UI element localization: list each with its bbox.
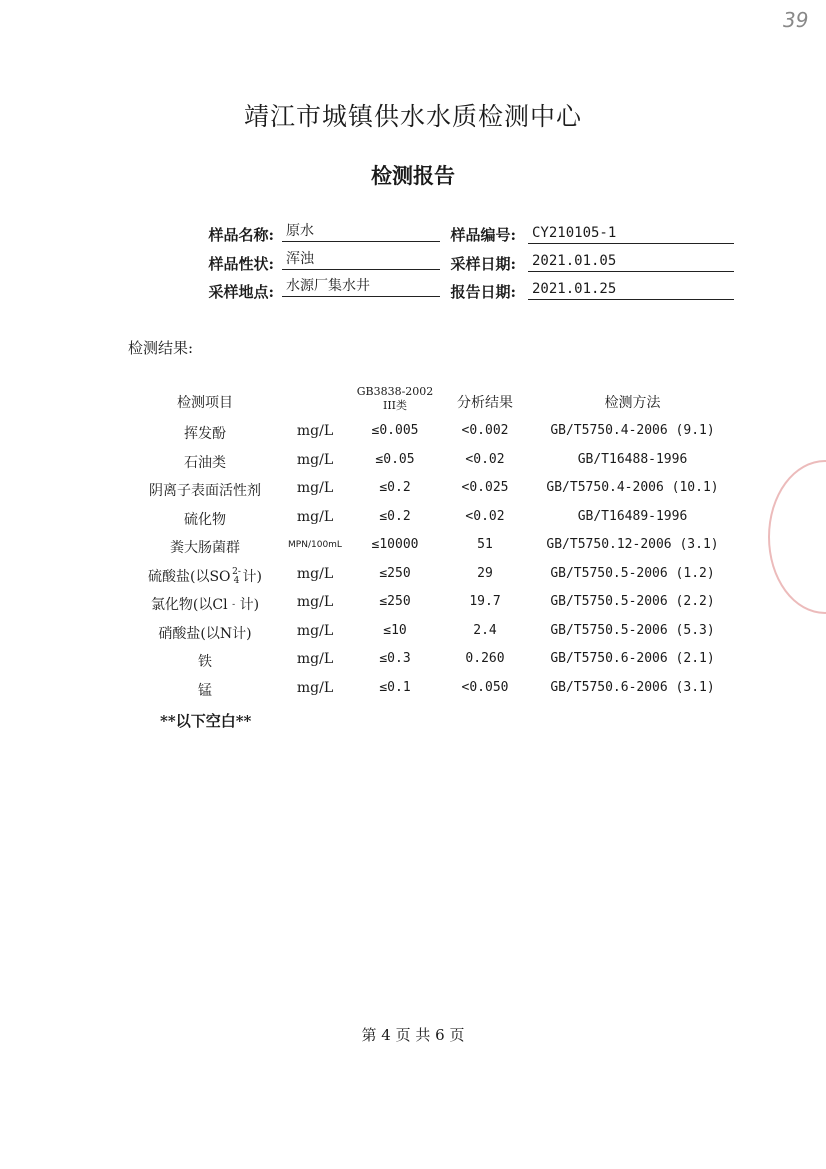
cell-method: GB/T5750.5-2006 (1.2) [550,565,715,581]
cell-item: 石油类 [184,454,226,471]
cell-limit: ≤0.3 [379,651,411,666]
header-standard [345,385,445,413]
cell-result: 29 [477,565,493,581]
header-standard-line2: III类 [382,399,408,412]
cell-result: 0.260 [465,651,505,666]
cell-method: GB/T5750.12-2006 (3.1) [546,537,719,552]
header-method: 检测方法 [604,395,661,411]
cell-method: GB/T5750.4-2006 (9.1) [550,423,715,438]
cell-unit: mg/L [296,480,334,496]
cell-unit: mg/L [296,594,334,610]
cell-limit: ≤0.2 [379,480,411,495]
cell-item: 氯化物(以Cl - 计) [150,597,260,613]
cell-unit: mg/L [296,622,334,639]
cell-result: <0.025 [461,480,509,495]
cell-limit: ≤10 [383,622,407,638]
cell-method: GB/T5750.5-2006 (2.2) [550,594,715,609]
cell-unit: mg/L [296,423,334,439]
cell-limit: ≤0.005 [371,423,419,438]
sampling-site-label: 采样地点: [208,283,274,301]
cell-method: GB/T5750.6-2006 (2.1) [550,651,715,666]
sample-state-label: 样品性状: [208,255,274,273]
cell-result: <0.02 [465,508,505,524]
handwritten-page-number: 39 [783,8,809,32]
cell-method: GB/T16488-1996 [577,451,688,467]
cell-result: 51 [477,537,493,552]
sample-no-value: CY210105-1 [528,223,734,244]
cell-item: 铁 [198,654,212,670]
cell-method: GB/T5750.6-2006 (3.1) [550,679,715,695]
cell-method: GB/T5750.4-2006 (10.1) [546,480,719,495]
cell-item: 阴离子表面活性剂 [149,483,261,499]
cell-unit: mg/L [296,565,334,582]
cell-method: GB/T16489-1996 [577,508,688,524]
cell-limit: ≤0.05 [375,451,415,467]
sample-state-value: 浑浊 [282,249,440,270]
cell-result: <0.050 [461,679,509,695]
sampling-site-value: 水源厂集水井 [282,276,440,297]
cell-result: 19.7 [469,594,501,609]
report-date-label: 报告日期: [450,283,516,301]
cell-limit: ≤250 [379,594,411,609]
cell-item: 硫酸盐(以SO 2- 4 计) [148,566,262,586]
seal-stamp [768,460,826,614]
cell-limit: ≤0.2 [379,508,411,524]
sample-name-value: 原水 [282,221,440,242]
cell-method: GB/T5750.5-2006 (5.3) [550,622,715,638]
cell-limit: ≤10000 [371,537,419,552]
cell-limit: ≤0.1 [379,679,411,695]
results-section-label: 检测结果: [128,339,194,357]
header-result: 分析结果 [457,395,513,411]
cell-item: 硫化物 [184,511,226,528]
cell-unit: MPN/100mL [288,540,342,550]
cell-limit: ≤250 [379,565,411,581]
header-standard-line1: GB3838-2002 [356,385,434,398]
cell-result: 2.4 [473,622,497,638]
sample-no-label: 样品编号: [450,226,516,244]
cell-item: 挥发酚 [184,426,226,442]
sampling-date-value: 2021.01.05 [528,251,734,272]
cell-item: 锰 [198,682,212,699]
sample-name-label: 样品名称: [208,226,274,244]
sampling-date-label: 采样日期: [450,255,516,273]
cell-unit: mg/L [296,451,334,468]
cell-item: 粪大肠菌群 [170,540,240,556]
cell-unit: mg/L [296,508,334,525]
cell-unit: mg/L [296,651,334,667]
organization-title: 靖江市城镇供水水质检测中心 [243,102,582,131]
report-date-value: 2021.01.25 [528,279,734,300]
cell-result: <0.02 [465,451,505,467]
cell-item: 硝酸盐(以N计) [158,625,252,642]
cell-unit: mg/L [296,679,334,696]
header-item: 检测项目 [177,395,233,411]
report-title: 检测报告 [371,163,455,188]
cell-result: <0.002 [461,423,509,438]
page-indicator: 第 4 页 共 6 页 [361,1026,465,1044]
end-of-content-note: **以下空白** [160,712,252,730]
